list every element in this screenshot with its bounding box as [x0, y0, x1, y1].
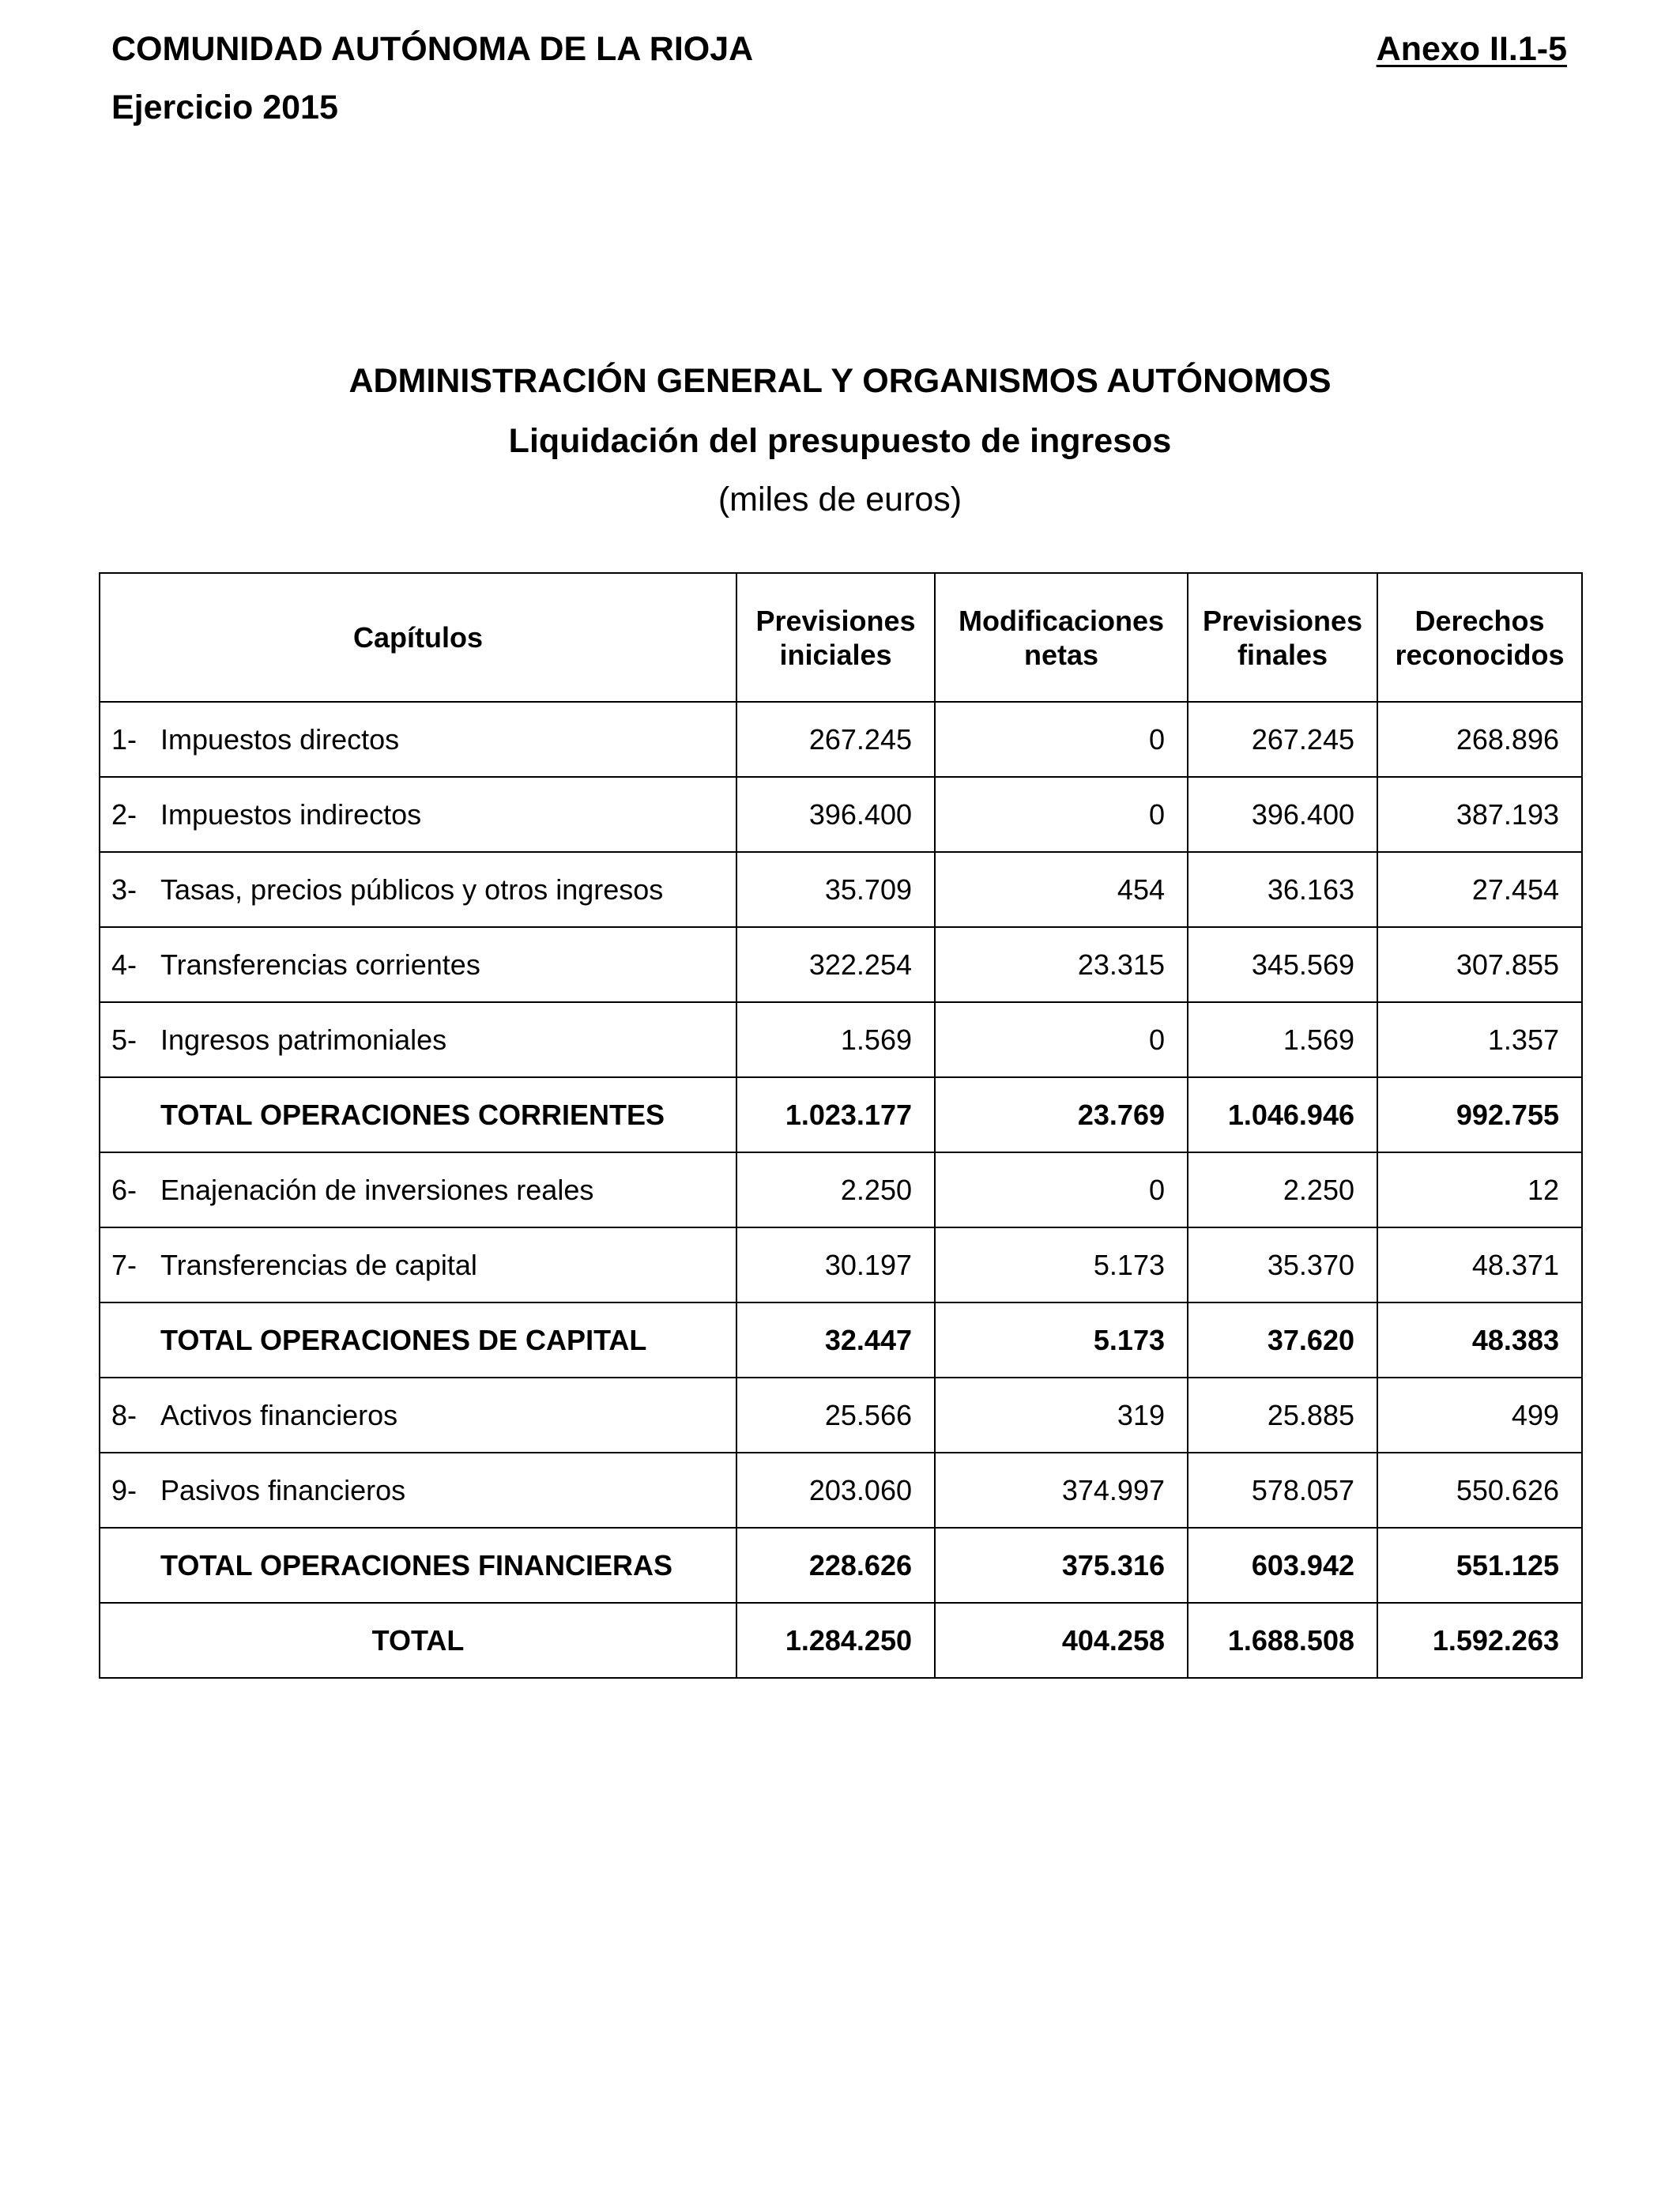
header-derechos-reconocidos: Derechos reconocidos [1377, 573, 1582, 702]
cell-modificaciones-netas: 454 [935, 852, 1188, 927]
row-number: 1- [111, 722, 137, 756]
report-title: ADMINISTRACIÓN GENERAL Y ORGANISMOS AUTÓNOMOS [348, 362, 1332, 400]
row-label [100, 777, 736, 852]
cell-previsiones-iniciales: 203.060 [736, 1453, 935, 1528]
row-number: 5- [111, 1023, 137, 1056]
cell-modificaciones-netas: 0 [935, 1002, 1188, 1077]
cell-previsiones-finales: 578.057 [1188, 1453, 1377, 1528]
cell-previsiones-iniciales: 1.023.177 [736, 1077, 935, 1152]
cell-derechos-reconocidos: 550.626 [1377, 1453, 1582, 1528]
annex-reference: Anexo II.1-5 [1376, 30, 1567, 68]
row-label [100, 702, 736, 777]
cell-modificaciones-netas: 23.315 [935, 927, 1188, 1002]
cell-previsiones-iniciales: 1.569 [736, 1002, 935, 1077]
row-number: 2- [111, 797, 137, 831]
cell-previsiones-iniciales: 25.566 [736, 1378, 935, 1453]
cell-previsiones-iniciales: 30.197 [736, 1227, 935, 1302]
subtotal-row-corrientes [100, 1077, 1582, 1152]
units-note: (miles de euros) [718, 481, 962, 518]
cell-modificaciones-netas: 23.769 [935, 1077, 1188, 1152]
row-name: Impuestos indirectos [160, 797, 422, 831]
row-number: 4- [111, 948, 137, 981]
cell-previsiones-iniciales: 322.254 [736, 927, 935, 1002]
row-name: Transferencias de capital [160, 1248, 477, 1281]
header-capitulos: Capítulos [100, 573, 736, 702]
cell-previsiones-finales: 1.569 [1188, 1002, 1377, 1077]
subtotal-label: TOTAL OPERACIONES DE CAPITAL [100, 1302, 736, 1378]
header-previsiones-iniciales: Previsiones iniciales [736, 573, 935, 702]
cell-previsiones-finales: 36.163 [1188, 852, 1377, 927]
cell-previsiones-iniciales: 267.245 [736, 702, 935, 777]
table-row [100, 1378, 1582, 1453]
row-label [100, 1002, 736, 1077]
cell-derechos-reconocidos: 1.592.263 [1377, 1603, 1582, 1678]
cell-derechos-reconocidos: 499 [1377, 1378, 1582, 1453]
row-number: 7- [111, 1248, 137, 1281]
row-label [100, 1378, 736, 1453]
subtotal-label: TOTAL OPERACIONES CORRIENTES [100, 1077, 736, 1152]
cell-previsiones-iniciales: 396.400 [736, 777, 935, 852]
cell-previsiones-iniciales: 1.284.250 [736, 1603, 935, 1678]
row-name: Transferencias corrientes [160, 948, 480, 981]
cell-derechos-reconocidos: 992.755 [1377, 1077, 1582, 1152]
row-label [100, 852, 736, 927]
row-number: 8- [111, 1398, 137, 1431]
row-number: 3- [111, 873, 137, 906]
grand-total-label: TOTAL [100, 1603, 736, 1678]
cell-derechos-reconocidos: 27.454 [1377, 852, 1582, 927]
row-name: Enajenación de inversiones reales [160, 1173, 594, 1206]
cell-derechos-reconocidos: 1.357 [1377, 1002, 1582, 1077]
cell-previsiones-finales: 2.250 [1188, 1152, 1377, 1227]
cell-previsiones-finales: 37.620 [1188, 1302, 1377, 1378]
subtotal-label: TOTAL OPERACIONES FINANCIERAS [100, 1528, 736, 1603]
cell-previsiones-finales: 267.245 [1188, 702, 1377, 777]
cell-modificaciones-netas: 5.173 [935, 1302, 1188, 1378]
report-subtitle: Liquidación del presupuesto de ingresos [508, 422, 1172, 460]
row-name: Impuestos directos [160, 722, 400, 756]
header-previsiones-finales: Previsiones finales [1188, 573, 1377, 702]
row-name: Activos financieros [160, 1398, 398, 1431]
row-name: Ingresos patrimoniales [160, 1023, 447, 1056]
cell-derechos-reconocidos: 12 [1377, 1152, 1582, 1227]
cell-previsiones-iniciales: 228.626 [736, 1528, 935, 1603]
cell-previsiones-iniciales: 32.447 [736, 1302, 935, 1378]
cell-derechos-reconocidos: 48.383 [1377, 1302, 1582, 1378]
table-row [100, 702, 1582, 777]
table-row [100, 1002, 1582, 1077]
cell-previsiones-finales: 396.400 [1188, 777, 1377, 852]
budget-income-table [99, 572, 1583, 1679]
entity-name: COMUNIDAD AUTÓNOMA DE LA RIOJA [111, 30, 754, 68]
cell-derechos-reconocidos: 387.193 [1377, 777, 1582, 852]
cell-previsiones-finales: 35.370 [1188, 1227, 1377, 1302]
cell-previsiones-finales: 25.885 [1188, 1378, 1377, 1453]
grand-total-row [100, 1603, 1582, 1678]
table-row [100, 1453, 1582, 1528]
table-row [100, 777, 1582, 852]
cell-modificaciones-netas: 375.316 [935, 1528, 1188, 1603]
table-row [100, 1227, 1582, 1302]
cell-modificaciones-netas: 5.173 [935, 1227, 1188, 1302]
row-name: Tasas, precios públicos y otros ingresos [160, 873, 664, 906]
cell-modificaciones-netas: 319 [935, 1378, 1188, 1453]
table-row [100, 1152, 1582, 1227]
cell-modificaciones-netas: 404.258 [935, 1603, 1188, 1678]
cell-derechos-reconocidos: 268.896 [1377, 702, 1582, 777]
cell-modificaciones-netas: 0 [935, 777, 1188, 852]
table-row [100, 852, 1582, 927]
cell-previsiones-finales: 1.046.946 [1188, 1077, 1377, 1152]
row-label [100, 927, 736, 1002]
row-name: Pasivos financieros [160, 1473, 406, 1506]
cell-derechos-reconocidos: 307.855 [1377, 927, 1582, 1002]
cell-previsiones-finales: 1.688.508 [1188, 1603, 1377, 1678]
subtotal-row-financieras [100, 1528, 1582, 1603]
header-modificaciones-netas: Modificaciones netas [935, 573, 1188, 702]
cell-previsiones-iniciales: 2.250 [736, 1152, 935, 1227]
cell-derechos-reconocidos: 48.371 [1377, 1227, 1582, 1302]
subtotal-row-capital [100, 1302, 1582, 1378]
cell-previsiones-finales: 603.942 [1188, 1528, 1377, 1603]
cell-derechos-reconocidos: 551.125 [1377, 1528, 1582, 1603]
table-row [100, 927, 1582, 1002]
row-number: 6- [111, 1173, 137, 1206]
row-number: 9- [111, 1473, 137, 1506]
row-label [100, 1227, 736, 1302]
table-header-row [100, 573, 1582, 702]
cell-previsiones-finales: 345.569 [1188, 927, 1377, 1002]
cell-modificaciones-netas: 0 [935, 1152, 1188, 1227]
fiscal-year: Ejercicio 2015 [111, 89, 338, 126]
cell-previsiones-iniciales: 35.709 [736, 852, 935, 927]
row-label [100, 1453, 736, 1528]
cell-modificaciones-netas: 0 [935, 702, 1188, 777]
row-label [100, 1152, 736, 1227]
cell-modificaciones-netas: 374.997 [935, 1453, 1188, 1528]
